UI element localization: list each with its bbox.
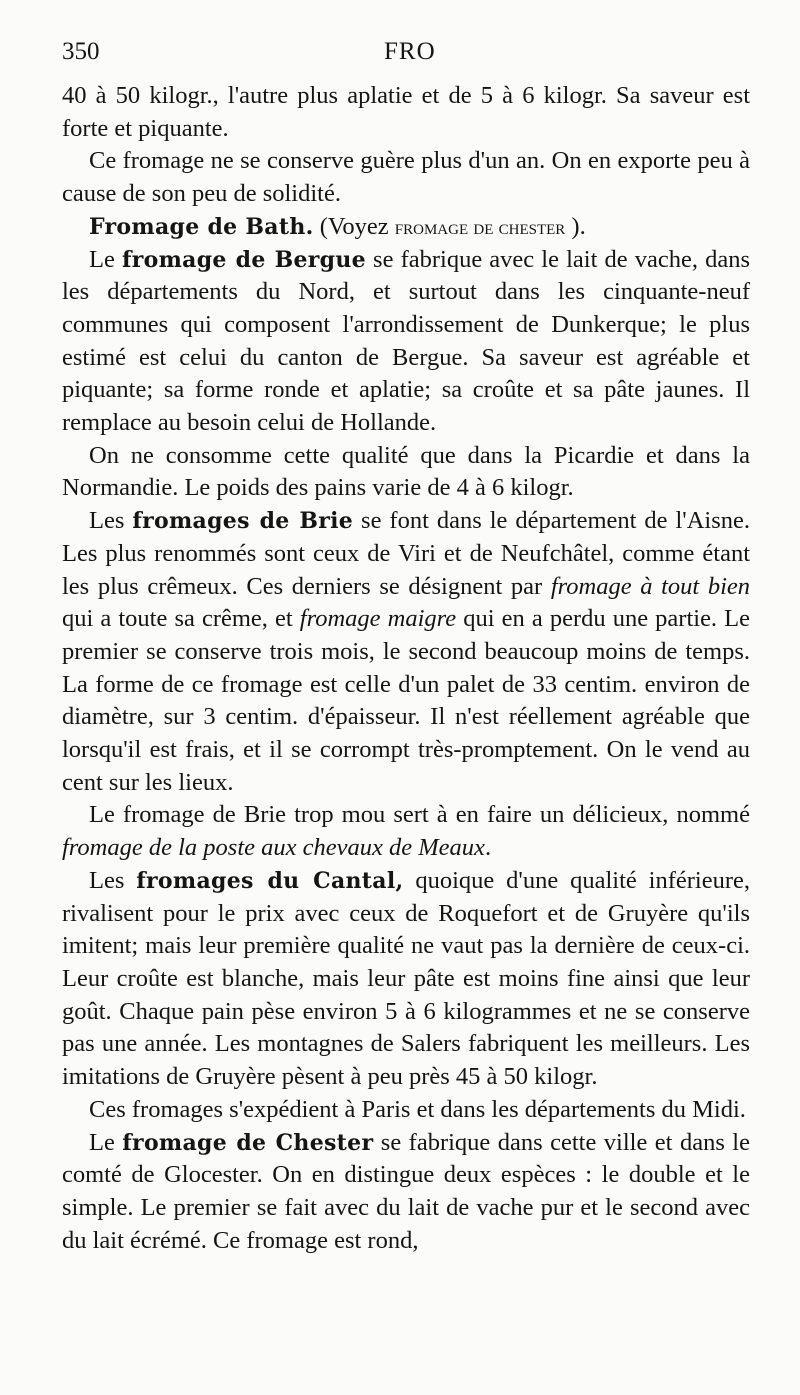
paragraph: [62, 244, 750, 440]
page-header: [62, 38, 750, 80]
paragraph-text: .: [484, 834, 492, 862]
paragraph: [62, 505, 750, 799]
cross-reference: fromage de chester: [394, 214, 566, 239]
paragraph-text: Ces fromages s'expédient à Paris et dans les départements du Midi.: [89, 1095, 746, 1123]
entry-term: Fromage de Bath.: [89, 213, 314, 240]
paragraph-text: 40 à 50 kilogr., l'autre plus aplatie et de 5 à 6 kilogr. Sa saveur est forte et piquante.: [62, 82, 750, 142]
paragraph-text: Le: [89, 1128, 123, 1156]
paragraph-text: quoique d'une qualité inférieure, rivalisent pour le prix avec ceux de Roquefort et de Gruyère qu'ils imitent; mais leur première qualité ne vaut pas la dernière de ceux-ci. Leur croûte est blanche, mais leur pâte est moins fine ainsi que leur goût. Chaque pain pèse environ 5 à 6 kilogrammes et ne se conserve pas une année. Les montagnes de Salers fabriquent les meilleurs. Les imitations de Gruyère pèsent à peu près 45 à 50 kilogr.: [62, 866, 751, 1091]
body-text: [62, 80, 750, 1257]
paragraph-text: On ne consomme cette qualité que dans la Picardie et dans la Normandie. Le poids des pains varie de 4 à 6 kilogr.: [62, 441, 750, 502]
paragraph: [62, 799, 750, 864]
paragraph-text: Le fromage de Brie trop mou sert à en faire un délicieux, nommé: [89, 801, 750, 829]
paragraph-text: Ce fromage ne se conserve guère plus d'un an. On en exporte peu à cause de son peu de solidité.: [62, 147, 750, 208]
paragraph-text: Les: [89, 866, 137, 894]
paragraph-text: qui en a perdu une partie. Le premier se conserve trois mois, le second beaucoup moins de temps. La forme de ce fromage est celle d'un palet de 33 centim. environ de diamètre, sur 3 centim. d'épaisseur. Il n'est réellement agréable que lorsqu'il est frais, et il se corrompt très-promptement. On le vend au cent sur les lieux.: [62, 605, 750, 796]
paragraph-text: (Voyez: [313, 212, 395, 240]
entry-term: fromages du Cantal,: [136, 867, 404, 894]
paragraph-text: se fabrique avec le lait de vache, dans les départements du Nord, et surtout dans les cinquante-neuf communes qui composent l'arrondissement de Dunkerque; le plus estimé est celui du canton de Bergue. Sa saveur est agréable et piquante; sa forme ronde et aplatie; sa croûte et sa pâte jaunes. Il remplace au besoin celui de Hollande.: [62, 245, 750, 437]
italic-term: fromage de la poste aux chevaux de Meaux: [62, 834, 485, 862]
paragraph-text: se fabrique dans cette ville et dans le comté de Glocester. On en distingue deux espèces : le double et le simple. Le premier se fait avec du lait de vache pur et le second avec du lait écrémé. Ce fromage est rond,: [62, 1128, 750, 1254]
entry-term: fromage de Chester: [122, 1129, 374, 1156]
paragraph-text: ).: [565, 212, 586, 240]
paragraph: [62, 865, 750, 1094]
page-number: 350: [62, 38, 100, 65]
paragraph: [62, 1127, 750, 1258]
running-head: FRO: [384, 38, 436, 65]
entry-term: fromage de Bergue: [121, 246, 366, 273]
paragraph-text: Le: [89, 245, 122, 273]
paragraph: [62, 1094, 750, 1127]
paragraph-text: Les: [89, 507, 133, 535]
paragraph: [62, 211, 750, 244]
italic-term: fromage à tout bien: [550, 572, 750, 600]
book-page: [62, 38, 750, 1257]
paragraph-text: se font dans le département de l'Aisne. Les plus renommés sont ceux de Viri et de Neufchâtel, comme étant les plus crêmeux. Ces derniers se désignent par: [62, 507, 751, 600]
italic-term: fromage maigre: [299, 605, 457, 633]
paragraph-text: qui a toute sa crême, et: [62, 605, 300, 633]
paragraph: [62, 145, 750, 210]
entry-term: fromages de Brie: [132, 508, 354, 535]
paragraph: [62, 80, 750, 145]
paragraph: [62, 440, 750, 505]
